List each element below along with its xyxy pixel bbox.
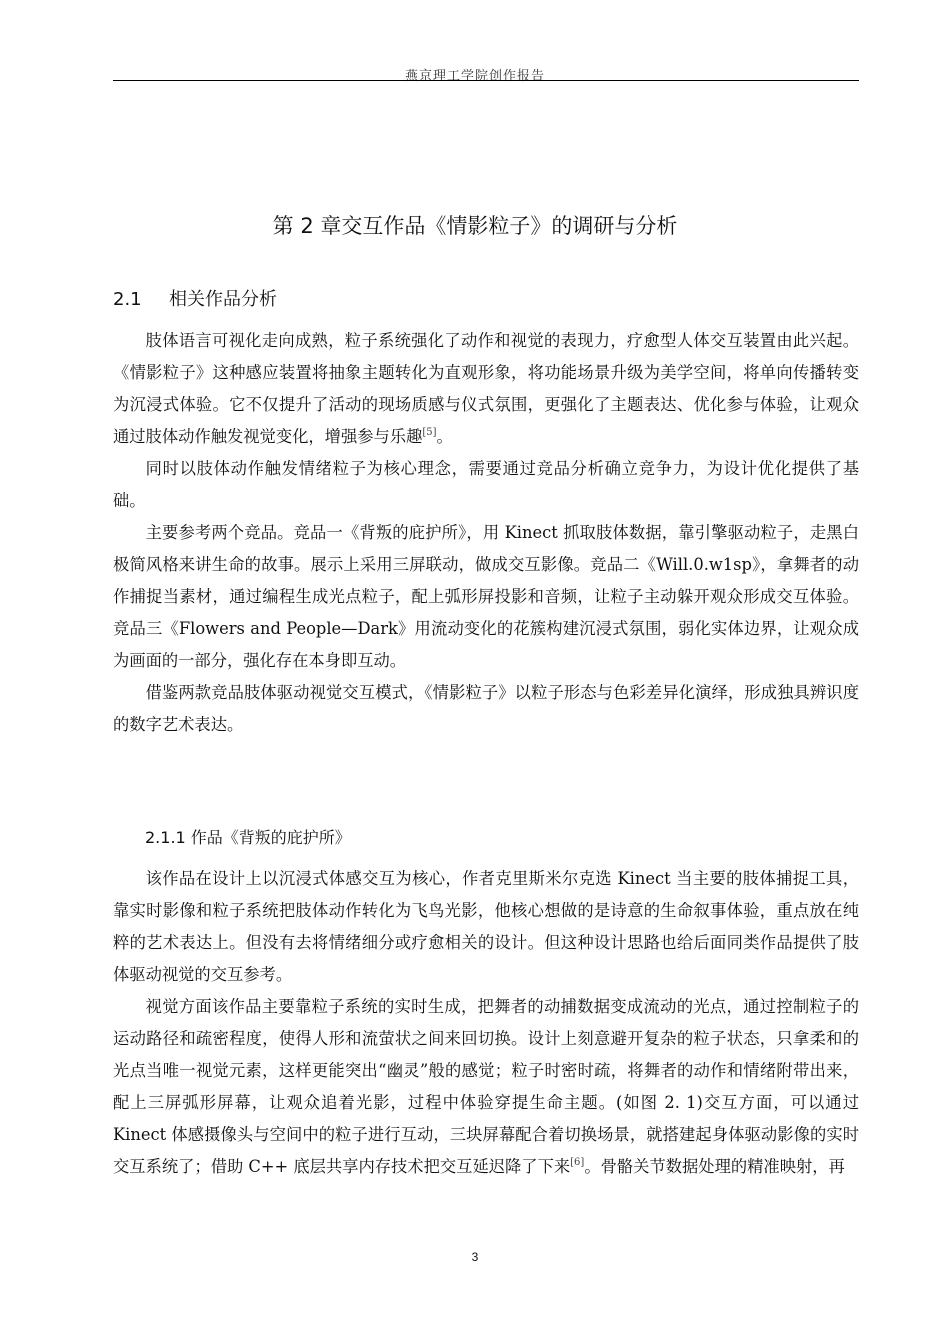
paragraph: 借鉴两款竞品肢体驱动视觉交互模式，《情影粒子》以粒子形态与色彩差异化演绎，形成独具辨识度的数字艺术表达。 (113, 683, 859, 734)
subsection-title: 2.1.1 作品《背叛的庇护所》 (145, 828, 351, 847)
paragraph: 该作品在设计上以沉浸式体感交互为核心，作者克里斯米尔克选 Kinect 当主要的肢体捕捉工具，靠实时影像和粒子系统把肢体动作转化为飞鸟光影，他核心想做的是诗意的生命叙事体验，重点放在纯粹的艺术表达上。但没有去将情绪细分或疗愈相关的设计。但这种设计思路也给后面同类作品提供了肢体驱动视觉的交互参考。 (113, 869, 859, 984)
section-heading (113, 285, 277, 311)
page-number: 3 (471, 1250, 479, 1264)
paragraph-tail: 。骨骼关节数据处理的精准映射，再 (584, 1157, 845, 1176)
paragraph (113, 325, 859, 453)
page-header: 燕京理工学院创作报告 (404, 69, 545, 84)
section-title: 相关作品分析 (169, 289, 277, 310)
header-divider (113, 80, 859, 81)
paragraph: 主要参考两个竞品。竞品一《背叛的庇护所》，用 Kinect 抓取肢体数据，靠引擎驱动粒子，走黑白极简风格来讲生命的故事。展示上采用三屏联动，做成交互影像。竞品二《Will.0.w1sp》，拿舞者的动作捕捉当素材，通过编程生成光点粒子，配上弧形屏投影和音频，让粒子主动躲开观众形成交互体验。竞品三《Flowers and People—Dark》用流动变化的花簇构建沉浸式氛围，弱化实体边界，让观众成为画面的一部分，强化存在本身即互动。 (113, 523, 859, 670)
paragraph-text: 视觉方面该作品主要靠粒子系统的实时生成，把舞者的动捕数据变成流动的光点，通过控制粒子的运动路径和疏密程度，使得人形和流萤状之间来回切换。设计上刻意避开复杂的粒子状态，只拿柔和的光点当唯一视觉元素，这样更能突出“幽灵”般的感觉；粒子时密时疏，将舞者的动作和情绪附带出来，配上三屏弧形屏幕，让观众追着光影，过程中体验穿提生命主题。(如图 2. 1)交互方面，可以通过 Kinect 体感摄像头与空间中的粒子进行互动，三块屏幕配合着切换场景，就搭建起身体驱动影像的实时交互系统了；借助 C++ 底层共享内存技术把交互延迟降了下来 (113, 997, 859, 1176)
citation: [5] (422, 427, 437, 438)
paragraph-text: 肢体语言可视化走向成熟，粒子系统强化了动作和视觉的表现力，疗愈型人体交互装置由此兴起。《情影粒子》这种感应装置将抽象主题转化为直观形象，将功能场景升级为美学空间，将单向传播转变为沉浸式体验。它不仅提升了活动的现场质感与仪式氛围，更强化了主题表达、优化参与体验，让观众通过肢体动作触发视觉变化，增强参与乐趣 (113, 331, 859, 446)
chapter-title: 第 2 章交互作品《情影粒子》的调研与分析 (272, 214, 678, 238)
paragraph: 同时以肢体动作触发情绪粒子为核心理念，需要通过竞品分析确立竞争力，为设计优化提供了基础。 (113, 459, 859, 510)
section-body (113, 325, 859, 741)
citation: [6] (570, 1157, 585, 1168)
section-number: 2.1 (113, 289, 142, 310)
paragraph (113, 991, 859, 1183)
subsection-body (113, 863, 859, 1183)
paragraph-tail: 。 (436, 427, 453, 446)
